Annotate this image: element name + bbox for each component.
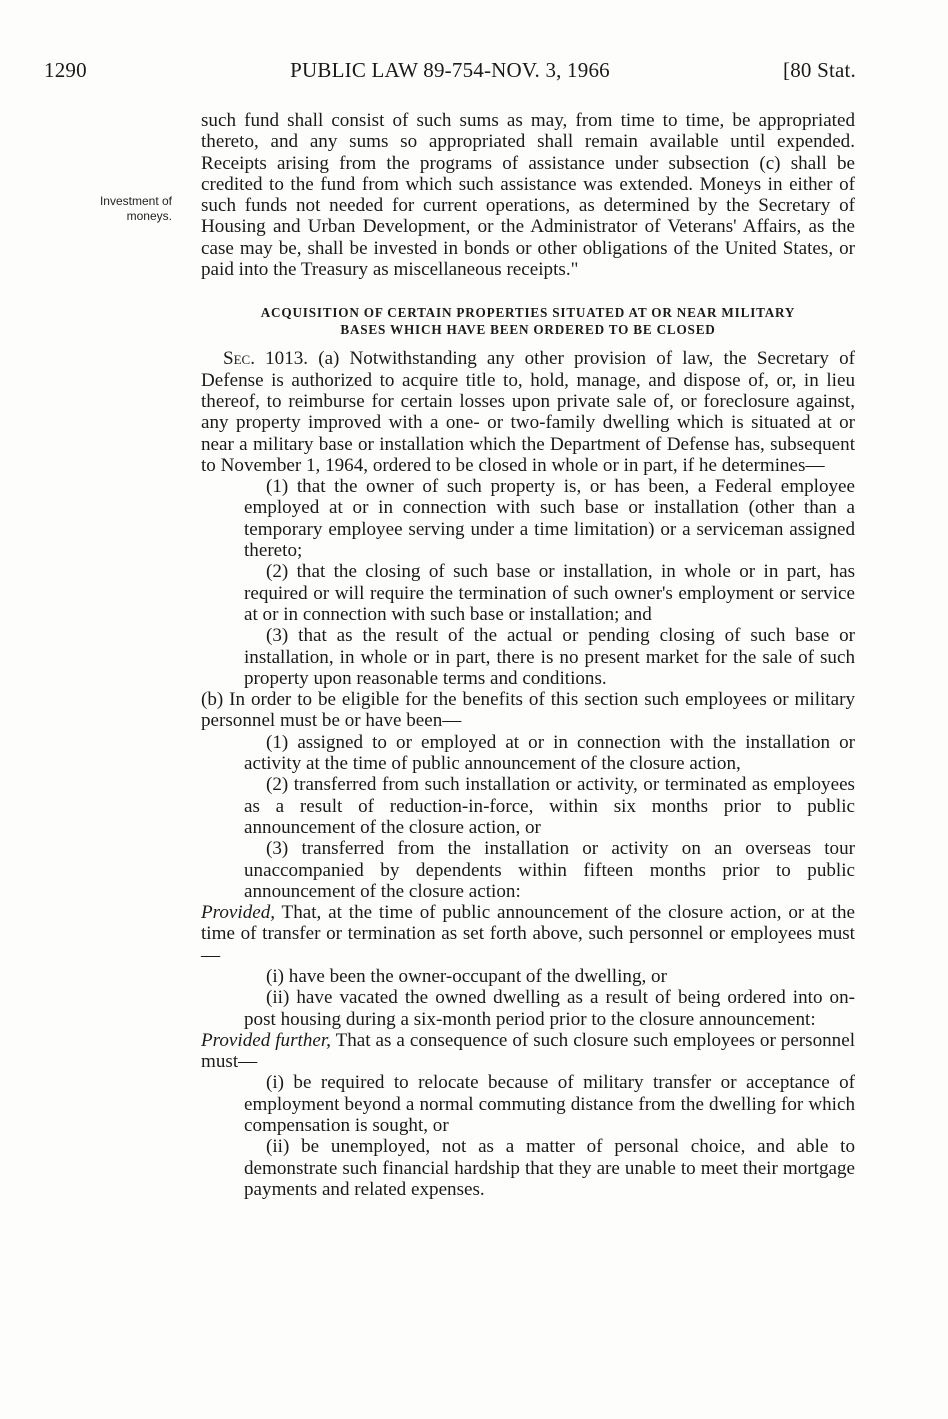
section-label: Sec. 1013. <box>223 348 309 370</box>
list-item-b3: (3) transferred from the installation or activity on an overseas tour unaccompanied by dependents within fifteen months prior to public announcement of the closure action: <box>244 838 855 902</box>
section-1013-a <box>201 348 855 476</box>
section-1013-b: (b) In order to be eligible for the benefits of this section such employees or military personnel must be or have been— <box>201 689 855 732</box>
proviso-label: Provided further, <box>201 1029 331 1051</box>
proviso-2 <box>201 1030 855 1073</box>
proviso-text: That, at the time of public announcement of the closure action, or at the time of transfer or termination as set forth above, such personnel or employees must— <box>201 902 855 966</box>
section-heading-line: BASES WHICH HAVE BEEN ORDERED TO BE CLOSED <box>340 322 716 338</box>
proviso-label: Provided, <box>201 902 276 924</box>
section-heading-line: ACQUISITION OF CERTAIN PROPERTIES SITUATED AT OR NEAR MILITARY <box>260 305 796 321</box>
margin-note-investment <box>60 194 172 224</box>
list-item-p2-ii: (ii) be unemployed, not as a matter of personal choice, and able to demonstrate such financial hardship that they are unable to meet their mortgage payments and related expenses. <box>244 1136 855 1200</box>
statutes-reference: [80 Stat. <box>783 58 856 82</box>
page-number: 1290 <box>44 58 87 82</box>
list-item-a2: (2) that the closing of such base or installation, in whole or in part, has required or will require the termination of such owner's employment or service at or in connection with such base or installation; and <box>244 561 855 625</box>
proviso-1 <box>201 902 855 966</box>
page-header <box>44 58 856 88</box>
paragraph-continued: such fund shall consist of such sums as may, from time to time, be appropriated thereto, and any sums so appropriated shall remain available until expended. Receipts arising from the programs of assistance under subsection (c) shall be credited to the fund from which such assistance was extended. Moneys in either of such funds not needed for current operations, as determined by the Secretary of Housing and Urban Development, or the Administrator of Veterans' Affairs, as the case may be, shall be invested in bonds or other obligations of the United States, or paid into the Treasury as miscellaneous receipts." <box>201 110 855 281</box>
section-heading <box>201 304 855 338</box>
margin-note-line: Investment of <box>99 194 172 208</box>
list-item-a1: (1) that the owner of such property is, or has been, a Federal employee employed at or in connection with such base or installation (other than a temporary employee serving under a time limitation) or a serviceman assigned thereto; <box>244 476 855 562</box>
proviso-text: That as a consequence of such closure such employees or personnel must— <box>201 1029 856 1073</box>
section-a-text: (a) Notwithstanding any other provision of law, the Secretary of Defense is authorized to acquire title to, hold, manage, and dispose of, or, in lieu thereof, to reimburse for certain losses upon private sale of, or foreclosure against, any property improved with a one- or two-family dwelling which is situated at or near a military base or installation which the Department of Defense has, subsequent to November 1, 1964, ordered to be closed in whole or in part, if he determines— <box>201 348 855 476</box>
list-item-b1: (1) assigned to or employed at or in connection with the installation or activity at the time of public announcement of the closure action, <box>244 731 855 775</box>
margin-note-line: moneys. <box>126 209 172 223</box>
running-title: PUBLIC LAW 89-754-NOV. 3, 1966 <box>290 58 610 82</box>
body-text <box>201 110 855 1200</box>
list-item-p1-ii: (ii) have vacated the owned dwelling as a result of being ordered into on-post housing during a six-month period prior to the closure announcement: <box>244 987 855 1030</box>
list-item-p2-i: (i) be required to relocate because of military transfer or acceptance of employment beyond a normal commuting distance from the dwelling for which compensation is sought, or <box>244 1072 855 1137</box>
list-item-b2: (2) transferred from such installation or activity, or terminated as employees as a result of reduction-in-force, within six months prior to public announcement of the closure action, or <box>244 774 855 838</box>
list-item-a3: (3) that as the result of the actual or pending closing of such base or installation, in whole or in part, there is no present market for the sale of such property upon reasonable terms and conditions. <box>244 625 855 689</box>
list-item-p1-i: (i) have been the owner-occupant of the dwelling, or <box>266 965 667 987</box>
